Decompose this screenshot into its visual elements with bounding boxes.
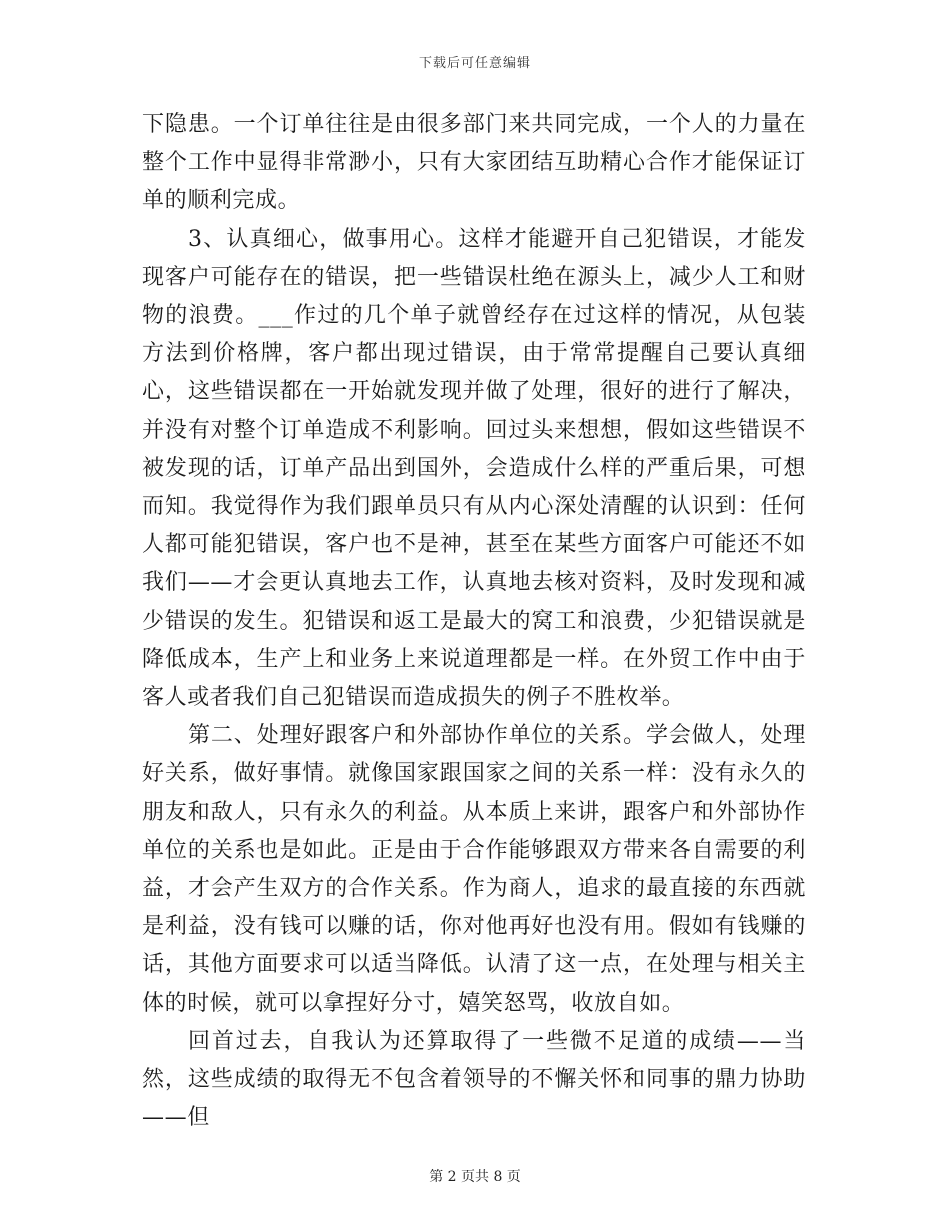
paragraph-section-two: 第二、处理好跟客户和外部协作单位的关系。学会做人，处理好关系，做好事情。就像国家跟国家之间的关系一样：没有永久的朋友和敌人，只有永久的利益。从本质上来讲，跟客户和外部协作单位的关系也是如此。正是由于合作能够跟双方带来各自需要的利益，才会产生双方的合作关系。作为商人，追求的最直接的东西就是利益，没有钱可以赚的话，你对他再好也没有用。假如有钱赚的话，其他方面要求可以适当降低。认清了这一点，在处理与相关主体的时候，就可以拿捏好分寸，嬉笑怒骂，收放自如。: [142, 723, 806, 1016]
page-header-note: 下载后可任意编辑: [418, 56, 531, 71]
page-number: 第 2 页共 8 页: [429, 1169, 521, 1185]
paragraph-point-3: 3、认真细心，做事用心。这样才能避开自己犯错误，才能发现客户可能存在的错误，把一些错误杜绝在源头上，减少人工和财物的浪费。___作过的几个单子就曾经存在过这样的情况，从包装方法到价格牌，客户都出现过错误，由于常常提醒自己要认真细心，这些错误都在一开始就发现并做了处理，很好的进行了解决，并没有对整个订单造成不利影响。回过头来想想，假如这些错误不被发现的话，订单产品出到国外，会造成什么样的严重后果，可想而知。我觉得作为我们跟单员只有从内心深处清醒的认识到：任何人都可能犯错误，客户也不是神，甚至在某些方面客户可能还不如我们——才会更认真地去工作，认真地去核对资料，及时发现和减少错误的发生。犯错误和返工是最大的窝工和浪费，少犯错误就是降低成本，生产上和业务上来说道理都是一样。在外贸工作中由于客人或者我们自己犯错误而造成损失的例子不胜枚举。: [142, 226, 806, 711]
paragraph-retrospective: 回首过去，自我认为还算取得了一些微不足道的成绩——当然，这些成绩的取得无不包含着领导的不懈关怀和同事的鼎力协助——但: [142, 1028, 806, 1131]
paragraph-continuation: 下隐患。一个订单往往是由很多部门来共同完成，一个人的力量在整个工作中显得非常渺小，只有大家团结互助精心合作才能保证订单的顺利完成。: [142, 112, 806, 214]
document-body: [142, 106, 806, 1137]
